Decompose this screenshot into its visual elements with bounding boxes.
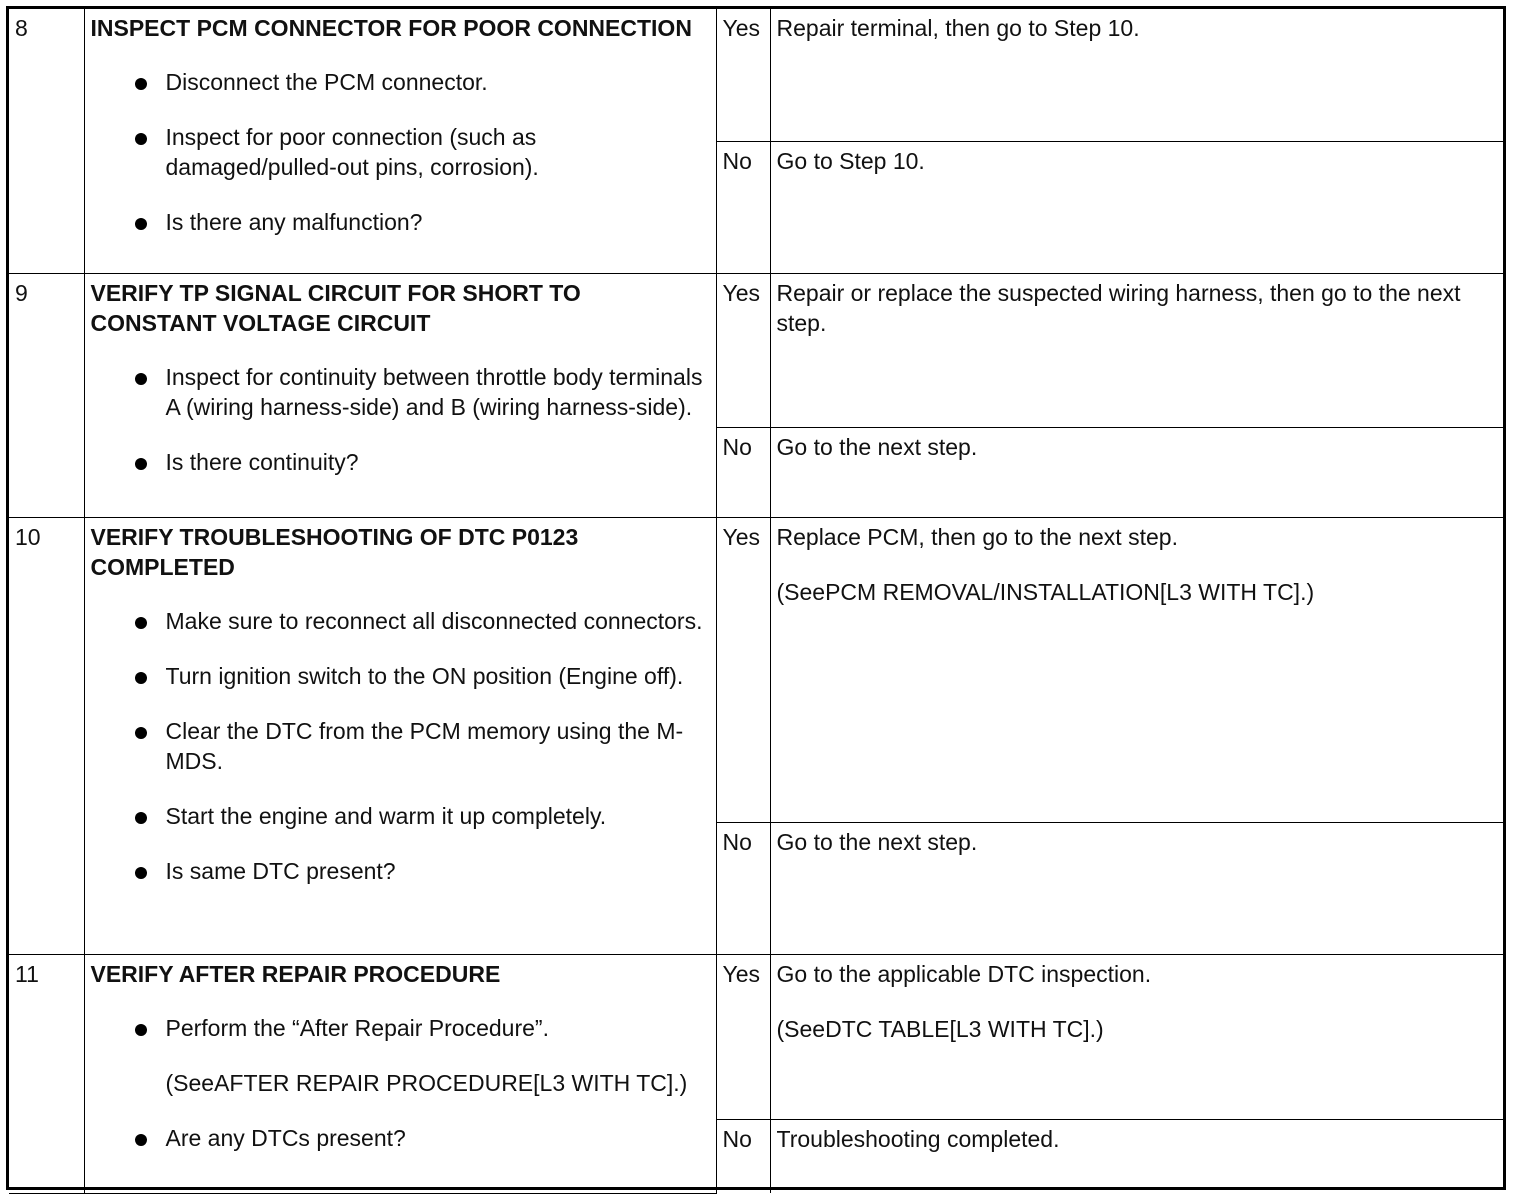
yes-result <box>770 517 1503 822</box>
step-11-action <box>84 954 716 1193</box>
list-item: Turn ignition switch to the ON position (Engine off). <box>91 661 710 691</box>
yes-label: Yes <box>716 273 770 427</box>
step-checklist <box>91 362 710 477</box>
bullet-icon <box>135 812 147 824</box>
step-11-yes-row <box>9 954 1503 1119</box>
yes-result <box>770 954 1503 1119</box>
list-item: Inspect for poor connection (such as damaged/pulled-out pins, corrosion). <box>91 122 710 182</box>
yes-result <box>770 273 1503 427</box>
yes-label: Yes <box>716 954 770 1119</box>
step-title: VERIFY TP SIGNAL CIRCUIT FOR SHORT TO CONSTANT VOLTAGE CIRCUIT <box>90 279 581 336</box>
step-number: 8 <box>9 9 84 273</box>
bullet-icon <box>135 617 147 629</box>
bullet-icon <box>135 133 147 145</box>
list-item: Is there continuity? <box>91 447 710 477</box>
bullet-icon <box>135 867 147 879</box>
yes-result-text: Repair or replace the suspected wiring harness, then go to the next step. <box>776 279 1461 336</box>
no-result-text: Go to the next step. <box>776 433 978 460</box>
yes-result <box>770 9 1503 141</box>
bullet-icon <box>135 458 147 470</box>
list-item: Is same DTC present? <box>91 856 710 886</box>
bullet-icon <box>135 672 147 684</box>
list-item: Clear the DTC from the PCM memory using the M-MDS. <box>91 716 710 776</box>
yes-result-text: Repair terminal, then go to Step 10. <box>776 15 1140 41</box>
no-result-text: Go to the next step. <box>776 828 978 855</box>
bullet-icon <box>135 78 147 90</box>
step-title: VERIFY TROUBLESHOOTING OF DTC P0123 COMPLETED <box>90 523 579 580</box>
step-number: 11 <box>9 954 84 1193</box>
no-result-text: Troubleshooting completed. <box>776 1125 1060 1152</box>
list-item: Make sure to reconnect all disconnected connectors. <box>91 606 710 636</box>
list-item: Disconnect the PCM connector. <box>91 67 710 97</box>
troubleshooting-table-frame <box>6 6 1506 1190</box>
list-item: Inspect for continuity between throttle body terminals A (wiring harness-side) and B (wiring harness-side). <box>91 362 710 422</box>
list-item: Are any DTCs present? <box>91 1123 710 1153</box>
step-number: 10 <box>9 517 84 954</box>
reference-link[interactable]: (SeePCM REMOVAL/INSTALLATION[L3 WITH TC].) <box>776 578 1315 605</box>
step-title: INSPECT PCM CONNECTOR FOR POOR CONNECTION <box>90 15 692 41</box>
no-label: No <box>716 141 770 273</box>
step-9-yes-row <box>9 273 1503 427</box>
no-result <box>770 822 1503 954</box>
yes-label: Yes <box>716 9 770 141</box>
reference-link[interactable]: (SeeAFTER REPAIR PROCEDURE[L3 WITH TC].) <box>165 1069 688 1096</box>
list-item: Perform the “After Repair Procedure”. (SeeAFTER REPAIR PROCEDURE[L3 WITH TC].) <box>91 1013 710 1098</box>
step-8-action <box>84 9 716 273</box>
step-checklist <box>91 1013 710 1153</box>
list-item: Start the engine and warm it up completely. <box>91 801 710 831</box>
step-10-action <box>84 517 716 954</box>
bullet-icon <box>135 1024 147 1036</box>
list-item: Is there any malfunction? <box>91 207 710 237</box>
yes-label: Yes <box>716 517 770 822</box>
reference-link[interactable]: (SeeDTC TABLE[L3 WITH TC].) <box>776 1015 1104 1042</box>
bullet-icon <box>135 373 147 385</box>
no-result <box>770 427 1503 517</box>
bullet-icon <box>135 1134 147 1146</box>
no-result <box>770 1119 1503 1193</box>
no-result <box>770 141 1503 273</box>
bullet-icon <box>135 727 147 739</box>
yes-result-text: Go to the applicable DTC inspection. <box>776 960 1152 987</box>
troubleshooting-table <box>9 9 1503 1194</box>
bullet-icon <box>135 218 147 230</box>
no-result-text: Go to Step 10. <box>776 147 925 174</box>
yes-result-text: Replace PCM, then go to the next step. <box>776 523 1178 550</box>
step-10-yes-row <box>9 517 1503 822</box>
no-label: No <box>716 1119 770 1193</box>
step-number: 9 <box>9 273 84 517</box>
step-checklist <box>91 606 710 886</box>
no-label: No <box>716 822 770 954</box>
step-9-action <box>84 273 716 517</box>
step-title: VERIFY AFTER REPAIR PROCEDURE <box>90 960 501 987</box>
step-8-yes-row <box>9 9 1503 141</box>
step-checklist <box>91 67 710 237</box>
no-label: No <box>716 427 770 517</box>
